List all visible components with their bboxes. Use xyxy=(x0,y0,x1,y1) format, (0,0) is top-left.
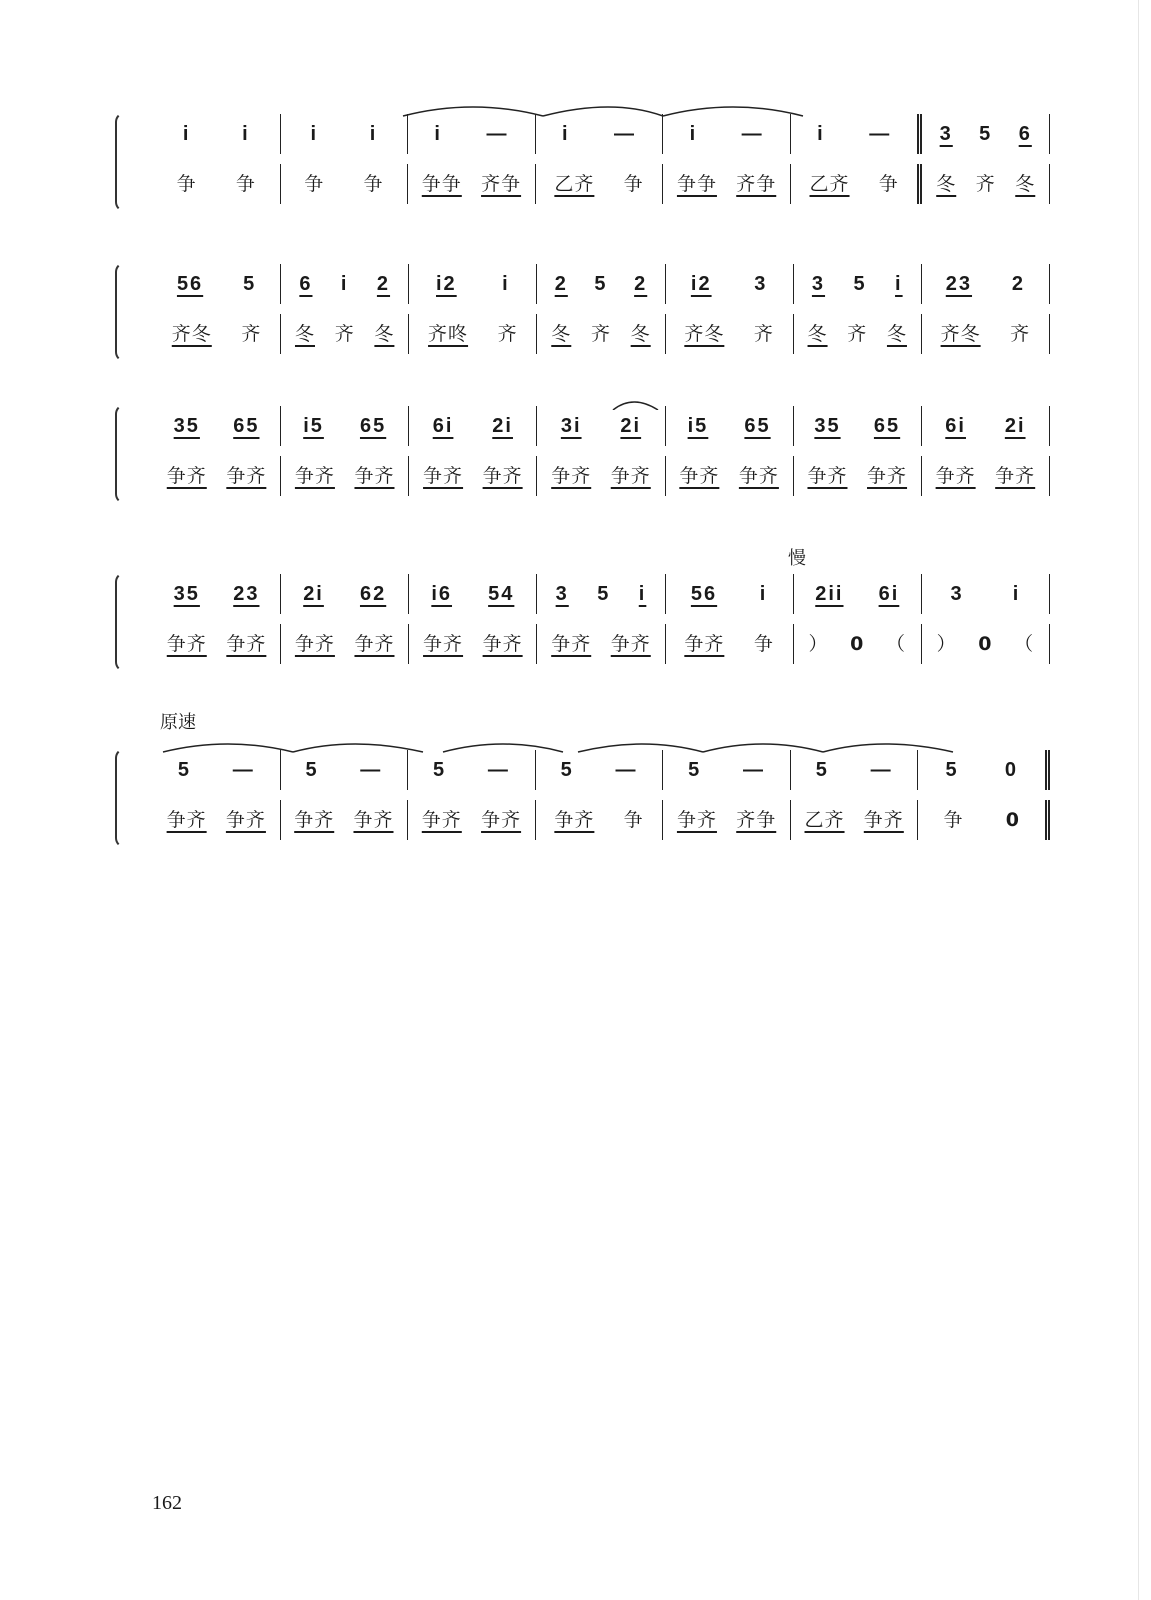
measure xyxy=(153,314,281,354)
note: 2i xyxy=(1004,415,1026,437)
syllable: 争齐 xyxy=(166,632,207,655)
syllable: 齐 xyxy=(1010,322,1031,345)
note: 6 xyxy=(299,273,313,295)
note: — xyxy=(487,759,510,781)
measure xyxy=(281,264,409,304)
score-system-5 xyxy=(115,748,1050,848)
note: 3 xyxy=(939,123,953,145)
note: — xyxy=(486,123,509,145)
note: 6i xyxy=(878,583,900,605)
note: 65 xyxy=(359,415,387,437)
melody-row xyxy=(153,750,1050,790)
syllable: 争齐 xyxy=(482,632,523,655)
melody-row xyxy=(153,264,1050,304)
measure xyxy=(536,114,664,154)
note: 65 xyxy=(744,415,771,437)
measure xyxy=(791,114,923,154)
measure xyxy=(409,456,537,496)
syllable: 齐冬 xyxy=(171,322,212,345)
syllable: 齐 xyxy=(590,322,611,345)
note: i xyxy=(759,583,768,605)
note: 5 xyxy=(243,273,257,295)
syllable: 齐 xyxy=(497,322,518,345)
syllable: 争齐 xyxy=(166,808,207,831)
note: i xyxy=(1012,583,1021,605)
note: 3 xyxy=(950,583,964,605)
measure xyxy=(281,114,409,154)
syllable: 争齐 xyxy=(610,632,651,655)
measure xyxy=(666,456,794,496)
measure xyxy=(409,624,537,664)
syllable: 争齐 xyxy=(807,464,848,487)
syllable: 争齐 xyxy=(354,632,395,655)
syllable: 争齐 xyxy=(423,464,464,487)
note: 2 xyxy=(376,273,391,295)
syllable: 0 xyxy=(1005,808,1020,831)
note: 5 xyxy=(305,759,319,781)
note: i xyxy=(310,123,318,145)
measure xyxy=(791,750,919,790)
measure xyxy=(537,574,665,614)
measure xyxy=(794,314,922,354)
syllable: 齐冬 xyxy=(684,322,725,345)
note: 2i xyxy=(620,415,642,437)
note: 5 xyxy=(433,759,447,781)
melody-row xyxy=(153,406,1050,446)
system-brace xyxy=(115,572,127,672)
syllable: 争齐 xyxy=(354,464,395,487)
percussion-row xyxy=(153,314,1050,354)
syllable: 齐 xyxy=(334,322,355,345)
measure xyxy=(153,456,281,496)
syllable: 争 xyxy=(878,172,899,195)
syllable: 齐 xyxy=(975,172,996,195)
melody-row xyxy=(153,574,1050,614)
syllable: 争 xyxy=(623,172,644,195)
measure xyxy=(922,456,1050,496)
melody-row xyxy=(153,114,1050,154)
syllable: （ xyxy=(1014,632,1035,655)
measure xyxy=(663,164,791,204)
measure xyxy=(794,264,922,304)
measure xyxy=(408,800,536,840)
syllable: 齐咚 xyxy=(428,322,469,345)
measure xyxy=(666,624,794,664)
score-system-3 xyxy=(115,404,1050,504)
note: 35 xyxy=(814,415,841,437)
note: 23 xyxy=(233,583,260,605)
note: 3 xyxy=(811,273,826,295)
measure xyxy=(918,750,1050,790)
measure xyxy=(281,800,409,840)
syllable: 争齐 xyxy=(551,464,592,487)
measure xyxy=(663,800,791,840)
measure xyxy=(153,114,281,154)
measure xyxy=(666,406,794,446)
syllable: 争齐 xyxy=(294,632,335,655)
note: i xyxy=(502,273,510,295)
measure xyxy=(408,750,536,790)
measure xyxy=(281,750,409,790)
measure xyxy=(791,800,919,840)
syllable: 争齐 xyxy=(676,808,717,831)
measure xyxy=(153,800,281,840)
measure xyxy=(536,750,664,790)
note: 2 xyxy=(554,273,568,295)
note: — xyxy=(615,759,638,781)
note: 5 xyxy=(979,123,993,145)
note: i xyxy=(434,123,442,145)
syllable: 争齐 xyxy=(226,632,267,655)
syllable: 争齐 xyxy=(738,464,779,487)
note: 23 xyxy=(945,273,973,295)
note: i xyxy=(689,123,698,145)
syllable: 争 xyxy=(943,808,964,831)
note: 3 xyxy=(555,583,569,605)
syllable: ） xyxy=(808,632,829,655)
note: i6 xyxy=(431,583,453,605)
note: i xyxy=(895,273,903,295)
syllable: 争齐 xyxy=(423,632,464,655)
note: — xyxy=(614,123,637,145)
measure xyxy=(537,314,665,354)
syllable: 冬 xyxy=(807,322,828,345)
note: 2 xyxy=(1011,273,1026,295)
syllable: 齐 xyxy=(753,322,774,345)
measure xyxy=(922,314,1050,354)
note: — xyxy=(743,759,766,781)
system-brace xyxy=(115,404,127,504)
syllable: 争齐 xyxy=(684,632,725,655)
note: 5 xyxy=(560,759,574,781)
syllable: 争争 xyxy=(676,172,717,195)
syllable: 冬 xyxy=(886,322,907,345)
measure xyxy=(791,164,923,204)
measure xyxy=(537,624,665,664)
measure xyxy=(408,164,536,204)
note: — xyxy=(360,759,383,781)
system-brace xyxy=(115,748,127,848)
note: 35 xyxy=(173,583,200,605)
score-system-4 xyxy=(115,572,1050,672)
measure xyxy=(536,800,664,840)
note: 2i xyxy=(492,415,513,437)
note: i xyxy=(340,273,349,295)
note: 5 xyxy=(597,583,611,605)
measure xyxy=(409,264,537,304)
syllable: 争 xyxy=(304,172,325,195)
note: — xyxy=(232,759,255,781)
syllable: 冬 xyxy=(936,172,957,195)
note: 62 xyxy=(359,583,387,605)
note: 2i xyxy=(303,583,324,605)
syllable: 齐争 xyxy=(481,172,522,195)
syllable: 争齐 xyxy=(294,464,335,487)
syllable: 争齐 xyxy=(421,808,462,831)
syllable: 争齐 xyxy=(353,808,394,831)
percussion-row xyxy=(153,624,1050,664)
note: 3i xyxy=(560,415,582,437)
measure xyxy=(153,164,281,204)
system-brace xyxy=(115,112,127,212)
syllable: 争齐 xyxy=(225,808,266,831)
syllable: 齐冬 xyxy=(940,322,981,345)
note: 5 xyxy=(945,759,959,781)
syllable: （ xyxy=(886,632,907,655)
syllable: 争齐 xyxy=(610,464,651,487)
syllable: 争齐 xyxy=(294,808,335,831)
syllable: 争齐 xyxy=(551,632,592,655)
syllable: 冬 xyxy=(294,322,315,345)
syllable: 争齐 xyxy=(481,808,522,831)
measure xyxy=(794,456,922,496)
measure xyxy=(794,406,922,446)
measure xyxy=(922,114,1050,154)
measure xyxy=(663,750,791,790)
note: i2 xyxy=(690,273,712,295)
note: i xyxy=(561,123,570,145)
syllable: 乙齐 xyxy=(554,172,595,195)
note: i2 xyxy=(436,273,457,295)
syllable: 0 xyxy=(850,632,865,655)
note: i xyxy=(369,123,378,145)
measure xyxy=(537,406,665,446)
syllable: 齐争 xyxy=(736,172,777,195)
measure xyxy=(794,574,922,614)
note: 56 xyxy=(690,583,718,605)
syllable: 齐争 xyxy=(736,808,777,831)
measure xyxy=(153,264,281,304)
page-edge xyxy=(1138,0,1139,1600)
syllable: 齐 xyxy=(241,322,262,345)
measure xyxy=(281,314,409,354)
note: 2ii xyxy=(815,583,844,605)
syllable: 争 xyxy=(363,172,384,195)
tempo-marking-original: 原速 xyxy=(160,712,196,733)
syllable: 乙齐 xyxy=(804,808,845,831)
measure xyxy=(663,114,791,154)
note: 6 xyxy=(1018,123,1032,145)
percussion-row xyxy=(153,164,1050,204)
percussion-row xyxy=(153,800,1050,840)
note: — xyxy=(870,759,893,781)
syllable: 争 xyxy=(753,632,774,655)
syllable: 争齐 xyxy=(226,464,267,487)
measure xyxy=(666,264,794,304)
measure xyxy=(281,574,409,614)
measure xyxy=(666,314,794,354)
syllable: 争齐 xyxy=(867,464,908,487)
measure xyxy=(536,164,664,204)
syllable: 齐 xyxy=(847,322,868,345)
syllable: ） xyxy=(936,632,957,655)
note: 5 xyxy=(177,759,191,781)
measure xyxy=(281,406,409,446)
measure xyxy=(281,164,409,204)
measure xyxy=(922,264,1050,304)
note: 3 xyxy=(754,273,768,295)
measure xyxy=(922,406,1050,446)
syllable: 冬 xyxy=(630,322,651,345)
syllable: 争齐 xyxy=(679,464,720,487)
note: 35 xyxy=(173,415,200,437)
syllable: 争齐 xyxy=(166,464,207,487)
note: i5 xyxy=(687,415,709,437)
measure xyxy=(408,114,536,154)
measure xyxy=(794,624,922,664)
measure xyxy=(153,624,281,664)
syllable: 冬 xyxy=(1015,172,1036,195)
note: i xyxy=(182,123,191,145)
note: i xyxy=(638,583,647,605)
measure xyxy=(922,624,1050,664)
score-system-2 xyxy=(115,262,1050,362)
measure xyxy=(153,750,281,790)
measure xyxy=(153,574,281,614)
page-number: 162 xyxy=(152,1492,182,1514)
note: i xyxy=(242,123,250,145)
note: 5 xyxy=(688,759,702,781)
note: i5 xyxy=(303,415,324,437)
measure xyxy=(409,574,537,614)
note: — xyxy=(741,123,764,145)
syllable: 0 xyxy=(978,632,993,655)
syllable: 争齐 xyxy=(554,808,595,831)
note: 56 xyxy=(176,273,204,295)
syllable: 冬 xyxy=(374,322,395,345)
note: 5 xyxy=(594,273,608,295)
note: 65 xyxy=(873,415,901,437)
measure xyxy=(281,456,409,496)
syllable: 争 xyxy=(235,172,256,195)
measure xyxy=(918,800,1050,840)
syllable: 争 xyxy=(623,808,644,831)
score-system-1 xyxy=(115,112,1050,212)
syllable: 冬 xyxy=(551,322,572,345)
measure xyxy=(537,456,665,496)
note: 54 xyxy=(488,583,515,605)
measure xyxy=(281,624,409,664)
measure xyxy=(153,406,281,446)
measure xyxy=(922,574,1050,614)
syllable: 乙齐 xyxy=(809,172,850,195)
note: 5 xyxy=(815,759,829,781)
measure xyxy=(409,314,537,354)
system-brace xyxy=(115,262,127,362)
measure xyxy=(666,574,794,614)
note: 5 xyxy=(853,273,867,295)
measure xyxy=(409,406,537,446)
syllable: 争齐 xyxy=(482,464,523,487)
syllable: 争争 xyxy=(421,172,462,195)
note: i xyxy=(817,123,825,145)
note: 6i xyxy=(432,415,454,437)
syllable: 争齐 xyxy=(863,808,904,831)
tempo-marking-slow: 慢 xyxy=(788,548,806,569)
measure xyxy=(922,164,1050,204)
syllable: 争齐 xyxy=(995,464,1036,487)
measure xyxy=(537,264,665,304)
syllable: 争齐 xyxy=(935,464,976,487)
syllable: 争 xyxy=(176,172,197,195)
note: — xyxy=(869,123,892,145)
note: 0 xyxy=(1004,759,1018,781)
note: 65 xyxy=(233,415,260,437)
percussion-row xyxy=(153,456,1050,496)
note: 2 xyxy=(634,273,648,295)
note: 6i xyxy=(945,415,966,437)
